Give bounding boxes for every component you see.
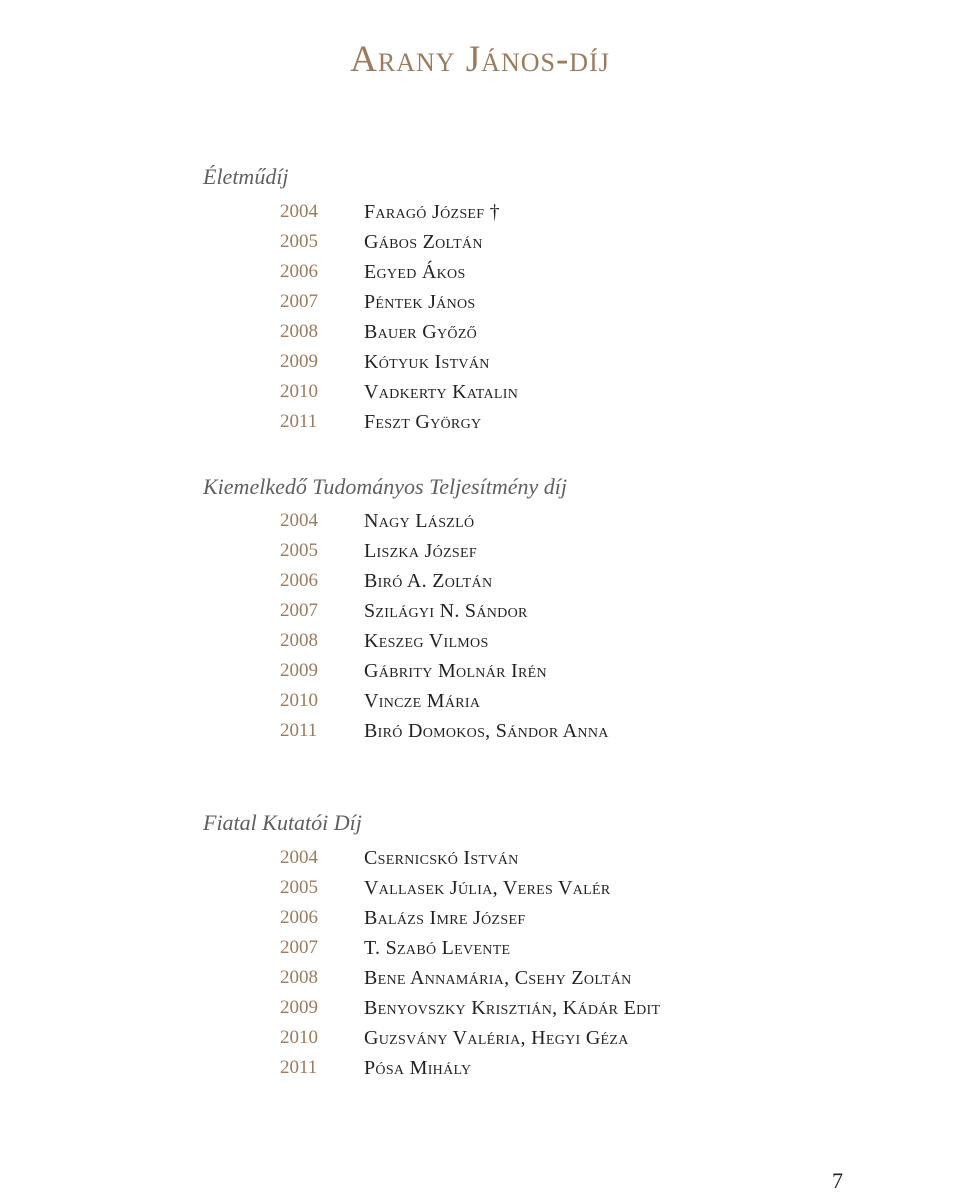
- awardee-name: Balázs Imre József: [364, 907, 526, 929]
- list-item: [0, 381, 960, 411]
- awardee-name: Benyovszky Krisztián, Kádár Edit: [364, 997, 661, 1019]
- awardee-name: Feszt György: [364, 411, 482, 433]
- awardee-name: Csernicskó István: [364, 847, 519, 869]
- awardee-name: Gábrity Molnár Irén: [364, 660, 547, 682]
- list-item: [0, 351, 960, 381]
- list-item: [0, 847, 960, 877]
- list-item: [0, 321, 960, 351]
- list-item: [0, 1027, 960, 1057]
- list-item: [0, 600, 960, 630]
- awardee-name: Bauer Győző: [364, 321, 478, 343]
- award-year: 2008: [280, 967, 318, 988]
- award-year: 2005: [280, 877, 318, 898]
- award-year: 2006: [280, 907, 318, 928]
- award-year: 2004: [280, 510, 318, 531]
- award-year: 2011: [280, 720, 318, 741]
- list-item: [0, 967, 960, 997]
- award-year: 2004: [280, 201, 318, 222]
- awardee-name: Péntek János: [364, 291, 476, 313]
- list-item: [0, 291, 960, 321]
- section-title: Életműdíj: [203, 164, 289, 189]
- awardee-name: Nagy László: [364, 510, 475, 532]
- page-number: 7: [832, 1168, 843, 1193]
- award-year: 2009: [280, 351, 318, 372]
- section-title: Kiemelkedő Tudományos Teljesítmény díj: [203, 474, 567, 499]
- list-item: [0, 997, 960, 1027]
- award-year: 2009: [280, 997, 318, 1018]
- award-year: 2011: [280, 411, 318, 432]
- awardee-name: Gábos Zoltán: [364, 231, 483, 253]
- award-year: 2007: [280, 600, 318, 621]
- list-item: [0, 540, 960, 570]
- award-year: 2007: [280, 291, 318, 312]
- list-item: [0, 231, 960, 261]
- list-item: [0, 261, 960, 291]
- awardee-name: Pósa Mihály: [364, 1057, 472, 1079]
- list-item: [0, 907, 960, 937]
- award-year: 2006: [280, 261, 318, 282]
- awardee-name: Kótyuk István: [364, 351, 490, 373]
- list-item: [0, 937, 960, 967]
- list-item: [0, 720, 960, 750]
- awardee-name: T. Szabó Levente: [364, 937, 511, 959]
- list-item: [0, 411, 960, 441]
- award-year: 2010: [280, 1027, 318, 1048]
- award-year: 2004: [280, 847, 318, 868]
- award-year: 2007: [280, 937, 318, 958]
- list-item: [0, 690, 960, 720]
- awardee-name: Guzsvány Valéria, Hegyi Géza: [364, 1027, 629, 1049]
- awardee-name: Bene Annamária, Csehy Zoltán: [364, 967, 632, 989]
- awardee-name: Vallasek Júlia, Veres Valér: [364, 877, 611, 899]
- awardee-name: Vadkerty Katalin: [364, 381, 519, 403]
- award-year: 2008: [280, 630, 318, 651]
- award-year: 2010: [280, 381, 318, 402]
- awardee-name: Faragó József †: [364, 201, 500, 223]
- award-year: 2005: [280, 231, 318, 252]
- awardee-name: Liszka József: [364, 540, 477, 562]
- award-year: 2009: [280, 660, 318, 681]
- award-year: 2005: [280, 540, 318, 561]
- list-item: [0, 630, 960, 660]
- awardee-name: Szilágyi N. Sándor: [364, 600, 528, 622]
- award-year: 2008: [280, 321, 318, 342]
- awardee-name: Egyed Ákos: [364, 261, 466, 283]
- list-item: [0, 660, 960, 690]
- award-year: 2011: [280, 1057, 318, 1078]
- awardee-name: Vincze Mária: [364, 690, 481, 712]
- list-item: [0, 570, 960, 600]
- awardee-name: Keszeg Vilmos: [364, 630, 489, 652]
- list-item: [0, 510, 960, 540]
- page-title: Arany János-díj: [350, 39, 610, 80]
- list-item: [0, 1057, 960, 1087]
- list-item: [0, 877, 960, 907]
- awardee-name: Biró Domokos, Sándor Anna: [364, 720, 609, 742]
- awardee-name: Biró A. Zoltán: [364, 570, 493, 592]
- list-item: [0, 201, 960, 231]
- award-year: 2010: [280, 690, 318, 711]
- award-year: 2006: [280, 570, 318, 591]
- section-title: Fiatal Kutatói Díj: [203, 810, 362, 835]
